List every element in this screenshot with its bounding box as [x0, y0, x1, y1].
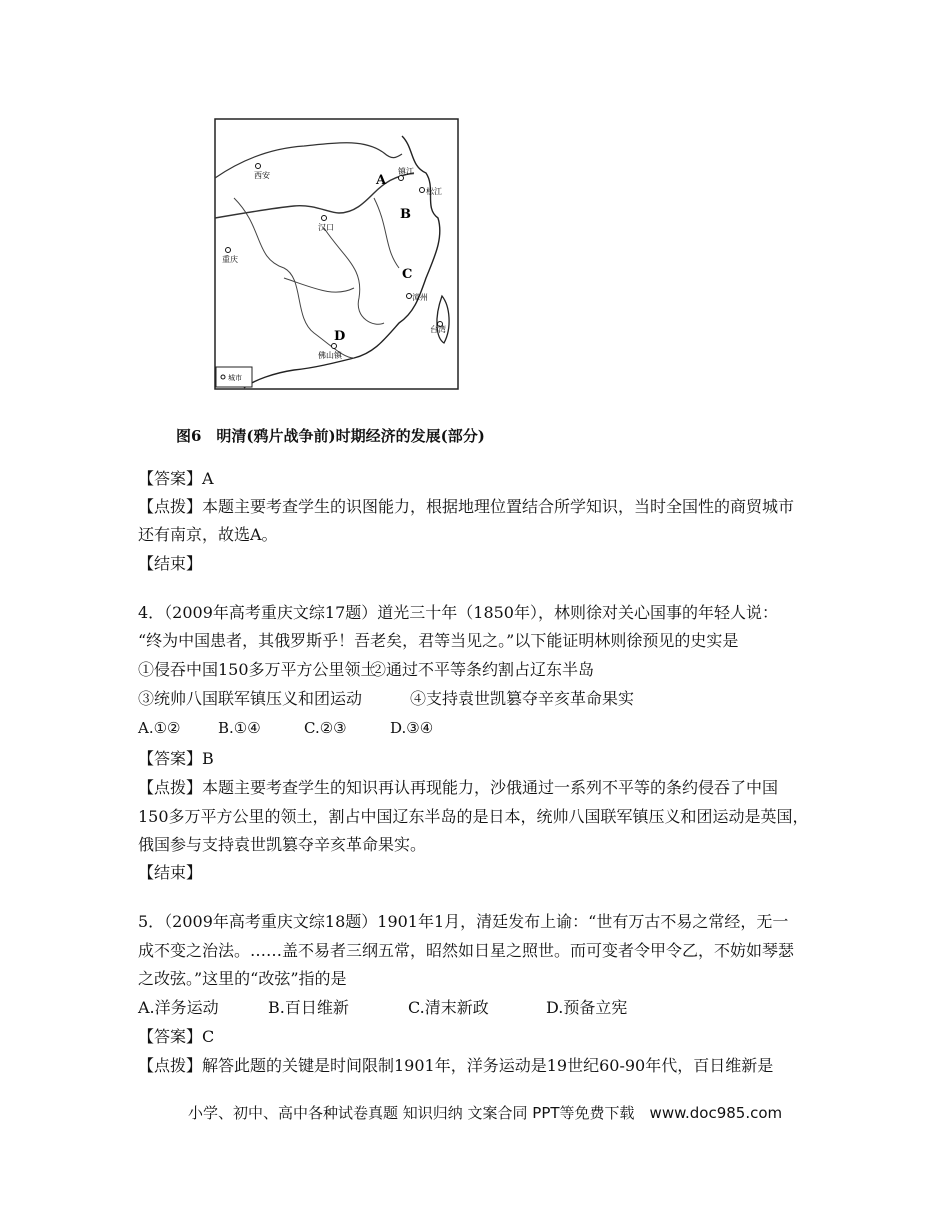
- q5-stem-line-3: 之改弦。”这里的“改弦”指的是: [138, 969, 347, 988]
- q4-item-1: ①侵吞中国150多万平方公里领土: [138, 660, 377, 679]
- city-dot: [256, 164, 261, 169]
- q5-options: [138, 997, 628, 1019]
- legend-label: 城市: [228, 374, 242, 382]
- q5-answer: 【答案】C: [138, 1027, 215, 1046]
- city-label: 西安: [254, 171, 270, 180]
- q4-item-2: ②通过不平等条约割占辽东半岛: [370, 660, 595, 679]
- legend-dot: [221, 375, 225, 379]
- q5-stem-line-2: 成不变之治法。……盖不易者三纲五常，昭然如日星之照世。而可变者令甲令乙，不妨如琴瑟: [138, 941, 795, 960]
- city-dot: [332, 344, 337, 349]
- q4-items-row-1: [138, 659, 595, 681]
- q4-hint-line-3: 俄国参与支持袁世凯篡夺辛亥革命果实。: [138, 835, 427, 854]
- city-label: 台湾: [430, 325, 446, 334]
- point-label: A: [376, 173, 387, 188]
- q5-option-a: A.洋务运动: [138, 998, 219, 1017]
- q4-item-3: ③统帅八国联军镇压义和团运动: [138, 689, 363, 708]
- city-label: 重庆: [222, 255, 238, 264]
- q3-answer: 【答案】A: [138, 469, 214, 488]
- point-label: C: [402, 267, 413, 282]
- page-footer: 小学、初中、高中各种试卷真题 知识归纳 文案合同 PPT等免费下载 www.doc985.com: [188, 1104, 783, 1122]
- map-frame: [215, 119, 458, 389]
- q4-option-c: C.②③: [304, 719, 347, 737]
- city-dot: [322, 216, 327, 221]
- q4-option-a: A.①②: [138, 719, 181, 737]
- q4-options: [138, 717, 434, 739]
- figure-caption: 图6 明清(鸦片战争前)时期经济的发展(部分): [176, 427, 485, 445]
- q4-stem-line-2: “终为中国患者，其俄罗斯乎！吾老矣，君等当见之。”以下能证明林则徐预见的史实是: [138, 631, 739, 650]
- q4-end: 【结束】: [138, 863, 203, 882]
- city-dot: [407, 294, 412, 299]
- q4-stem-line-1: 4．（2009年高考重庆文综17题）道光三十年（1850年），林则徐对关心国事的年轻人说：: [138, 603, 778, 622]
- q5-option-c: C.清末新政: [408, 998, 489, 1017]
- q4-option-b: B.①④: [218, 719, 261, 737]
- q4-hint-line-1: 【点拨】本题主要考查学生的知识再认再现能力，沙俄通过一系列不平等的条约侵吞了中国: [138, 778, 779, 797]
- q3-hint-line-2: 还有南京，故选A。: [138, 525, 278, 544]
- q4-items-row-2: [138, 688, 635, 710]
- historical-map-figure: [214, 118, 459, 390]
- city-label: 漳州: [412, 293, 428, 302]
- q4-item-4: ④支持袁世凯篡夺辛亥革命果实: [410, 689, 635, 708]
- city-label: 佛山镇: [318, 351, 342, 360]
- q5-stem-line-1: 5．（2009年高考重庆文综18题）1901年1月，清廷发布上谕：“世有万古不易之常经，无一: [138, 912, 789, 931]
- q4-answer: 【答案】B: [138, 749, 214, 768]
- q4-hint-line-2: 150多万平方公里的领土，割占中国辽东半岛的是日本，统帅八国联军镇压义和团运动是英国，: [138, 807, 809, 826]
- city-dot: [399, 176, 404, 181]
- city-dot: [420, 188, 425, 193]
- city-label: 汉口: [318, 223, 334, 232]
- q5-hint-line-1: 【点拨】解答此题的关键是时间限制1901年，洋务运动是19世纪60-90年代，百日维新是: [138, 1056, 774, 1075]
- city-dot: [226, 248, 231, 253]
- q3-end: 【结束】: [138, 554, 203, 573]
- point-label: B: [400, 207, 411, 222]
- q3-hint-line-1: 【点拨】本题主要考查学生的识图能力，根据地理位置结合所学知识，当时全国性的商贸城市: [138, 497, 795, 516]
- q4-option-d: D.③④: [390, 719, 434, 737]
- city-label: 松江: [426, 187, 442, 196]
- city-label: 镇江: [398, 167, 414, 176]
- q5-option-b: B.百日维新: [268, 998, 349, 1017]
- point-label: D: [334, 329, 346, 344]
- q5-option-d: D.预备立宪: [546, 998, 628, 1017]
